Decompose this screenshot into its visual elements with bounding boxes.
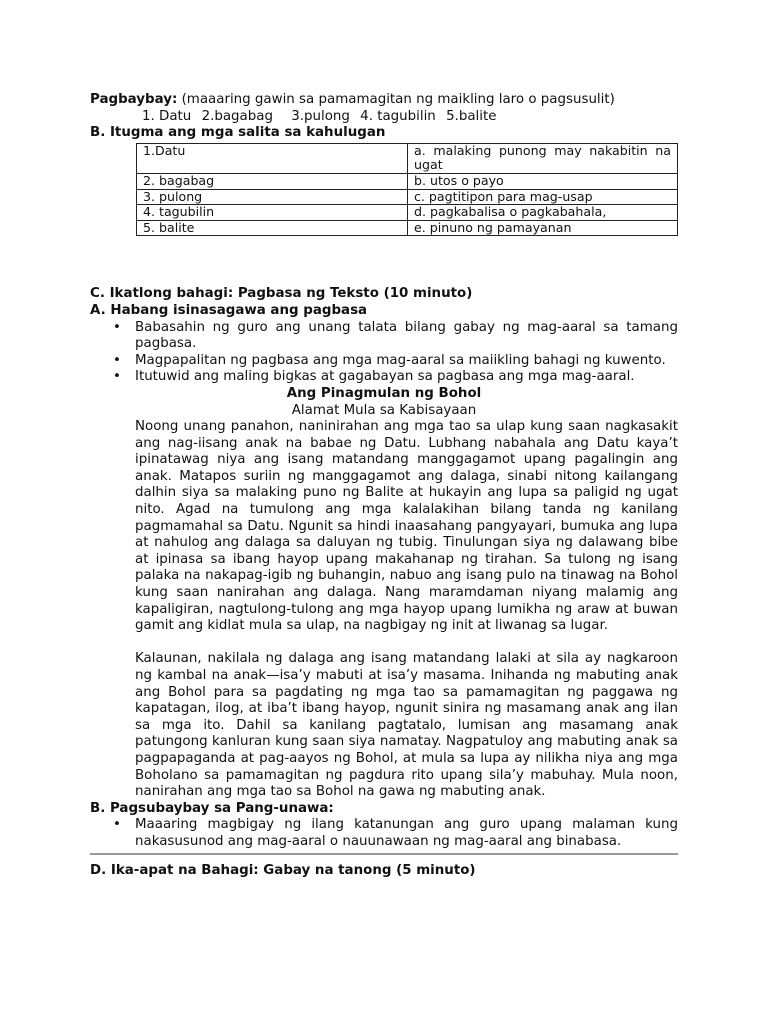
table-cell-word: 1.Datu	[137, 143, 408, 173]
table-cell-meaning: e. pinuno ng pamayanan	[408, 220, 678, 236]
pagbaybay-note: (maaaring gawin sa pamamagitan ng maikling laro o pagsusulit)	[177, 92, 615, 107]
table-cell-word: 4. tagubilin	[137, 205, 408, 221]
table-cell-meaning: c. pagtitipon para mag-usap	[408, 189, 678, 205]
section-title: B. Itugma ang mga salita sa kahulugan	[90, 125, 386, 141]
document-page	[90, 92, 678, 879]
story-paragraph: Kalaunan, nakilala ng dalaga ang isang matandang lalaki at sila ay nagkaroon ng kambal na anak—isa’y mabuti at isa’y masama. Inihanda ng mabuting anak ang Bohol para sa pagdating ng mga tao sa pamamagitan ng paggawa ng kapatagan, ilog, at iba’t ibang hayop, ngunit sinira ng masamang anak ang ilan sa mga ito. Dahil sa kanilang pagtatalo, lumisan ang masamang anak patungong kanluran kung saan siya namatay. Nagpatuloy ang mabuting anak sa pagpapaganda at pag-aayos ng Bohol, at mula sa lupa ay nilikha niya ang mga Boholano sa pamamagitan ng pagdura rito upang sila’y mabuhay. Mula noon, nanirahan ang mga tao sa Bohol na gawa ng mabuting anak.	[135, 651, 678, 800]
spelling-word: 2.bagabag	[201, 108, 273, 124]
list-item: • Magpapalitan ng pagbasa ang mga mag-aaral sa maiikling bahagi ng kuwento.	[135, 353, 678, 370]
section-title: C. Ikatlong bahagi: Pagbasa ng Teksto (10 minuto)	[90, 286, 473, 302]
spelling-word: 4. tagubilin	[360, 108, 436, 124]
section-b-matching-title	[90, 125, 678, 142]
pagbaybay-heading	[90, 92, 678, 109]
story-body	[90, 419, 678, 801]
section-title: A. Habang isinasagawa ang pagbasa	[90, 302, 368, 318]
table-row	[137, 173, 678, 189]
table-row	[137, 143, 678, 173]
divider	[90, 853, 678, 855]
story-subtitle: Alamat Mula sa Kabisayaan	[291, 402, 477, 418]
spelling-word: 3.pulong	[291, 108, 350, 124]
pagbaybay-label: Pagbaybay:	[90, 92, 178, 107]
story-title-text: Ang Pinagmulan ng Bohol	[286, 385, 482, 401]
table-cell-meaning: b. utos o payo	[408, 173, 678, 189]
table-cell-meaning: d. pagkabalisa o pagkabahala,	[408, 205, 678, 221]
table-row	[137, 189, 678, 205]
matching-table	[136, 143, 678, 237]
story-title	[90, 386, 678, 403]
table-cell-word: 5. balite	[137, 220, 408, 236]
story-paragraph: Noong unang panahon, naninirahan ang mga tao sa ulap kung saan nagkasakit ang nag-iisang anak na babae ng Datu. Lubhang nabahala ang Datu kaya’t ipinatawag niya ang isang matandang manggagamot upang pagalingin ang anak. Matapos suriin ng manggagamot ang dalaga, sinabi nitong kailangang dalhin siya sa malaking puno ng Balite at hukayin ang lupa sa paligid ng ugat nito. Agad na tumulong ang mga kalalakihan bilang tanda ng kanilang pagmamahal sa Datu. Ngunit sa hindi inaasahang pangyayari, bumuka ang lupa at nahulog ang dalaga sa daluyan ng tubig. Tinulungan siya ng dalawang bibe at ipinasa sa ibang hayop upang makahanap ng tirahan. Sa tulong ng isang palaka na nakapag-igib ng buhangin, nabuo ang isang pulo na tinawag na Bohol kung saan nanirahan ang dalaga. Nang maramdaman niyang malamig ang kapaligiran, nagtulong-tulong ang mga hayop upang lumikha ng araw at buwan gamit ang kidlat mula sa ulap, na nagbigay ng init at liwanag sa lugar.	[135, 419, 678, 634]
section-a-title	[90, 303, 678, 320]
table-row	[137, 220, 678, 236]
comprehension-bullet-list	[90, 817, 678, 850]
section-d-title	[90, 863, 678, 880]
spelling-word: 1. Datu	[142, 108, 192, 124]
list-item: • Maaaring magbigay ng ilang katanungan ang guro upang malaman kung nakasusunod ang mag-aaral o nauunawaan ng mag-aaral ang binabasa.	[135, 817, 678, 850]
list-item: • Itutuwid ang maling bigkas at gagabayan sa pagbasa ang mga mag-aaral.	[135, 369, 678, 386]
spelling-word: 5.balite	[446, 108, 497, 124]
table-cell-word: 2. bagabag	[137, 173, 408, 189]
list-item: • Babasahin ng guro ang unang talata bilang gabay ng mag-aaral sa tamang pagbasa.	[135, 320, 678, 353]
table-cell-meaning: a. malaking punong may nakabitin na ugat	[408, 143, 678, 173]
table-cell-word: 3. pulong	[137, 189, 408, 205]
reading-bullet-list	[90, 320, 678, 386]
table-row	[137, 205, 678, 221]
spelling-word-list	[90, 109, 678, 126]
section-title: B. Pagsubaybay sa Pang-unawa:	[90, 800, 334, 816]
section-b-comprehension-title	[90, 801, 678, 818]
section-title: D. Ika-apat na Bahagi: Gabay na tanong (5 minuto)	[90, 862, 476, 878]
section-c-title	[90, 286, 678, 303]
